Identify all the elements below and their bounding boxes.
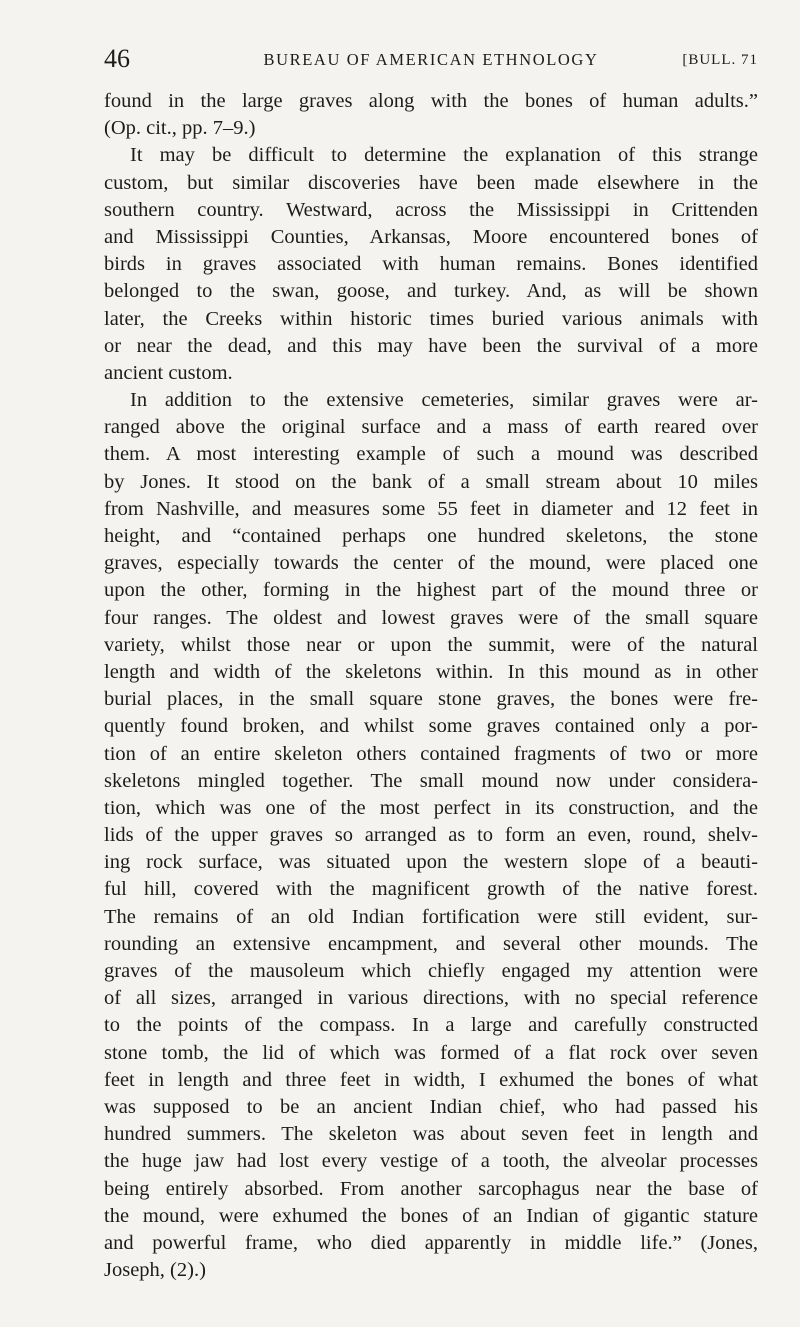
- text-line: ing rock surface, was situated upon the western slope of a beauti-: [104, 851, 758, 874]
- text-line: (Op. cit., pp. 7–9.): [104, 117, 256, 140]
- text-line: ful hill, covered with the magnificent growth of the native forest.: [104, 878, 758, 901]
- text-line: to the points of the compass. In a large and carefully constructed: [104, 1014, 758, 1037]
- text-line: hundred summers. The skeleton was about seven feet in length and: [104, 1123, 758, 1146]
- text-line: Joseph, (2).): [104, 1259, 206, 1282]
- text-line: rounding an extensive encampment, and several other mounds. The: [104, 932, 758, 955]
- text-line: tion of an entire skeleton others contained fragments of two or more: [104, 742, 758, 765]
- text-line: skeletons mingled together. The small mound now under considera-: [104, 769, 758, 792]
- text-line: feet in length and three feet in width, I exhumed the bones of what: [104, 1068, 758, 1091]
- text-line: burial places, in the small square stone graves, the bones were fre-: [104, 688, 758, 711]
- text-line: later, the Creeks within historic times buried various animals with: [104, 307, 758, 330]
- text-line: ancient custom.: [104, 361, 233, 384]
- text-line: In addition to the extensive cemeteries, similar graves were ar-: [130, 389, 758, 412]
- running-head-title: BUREAU OF AMERICAN ETHNOLOGY: [263, 50, 599, 69]
- text-line: of all sizes, arranged in various directions, with no special reference: [104, 987, 758, 1010]
- text-line: height, and “contained perhaps one hundred skeletons, the stone: [104, 525, 758, 547]
- text-line: found in the large graves along with the bones of human adults.”: [104, 90, 758, 112]
- text-line: length and width of the skeletons within. In this mound as in other: [104, 660, 758, 683]
- text-line: southern country. Westward, across the Mississippi in Crittenden: [104, 198, 758, 221]
- text-line: tion, which was one of the most perfect in its construction, and the: [104, 796, 758, 819]
- body-text: [104, 88, 758, 1284]
- text-line: by Jones. It stood on the bank of a small stream about 10 miles: [104, 470, 758, 493]
- text-line: custom, but similar discoveries have been made elsewhere in the: [104, 171, 758, 194]
- text-line: four ranges. The oldest and lowest graves were of the small square: [104, 606, 758, 629]
- text-line: lids of the upper graves so arranged as to form an even, round, shelv-: [104, 824, 758, 847]
- text-line: It may be difficult to determine the explanation of this strange: [130, 144, 758, 167]
- text-line: graves of the mausoleum which chiefly engaged my attention were: [104, 960, 758, 982]
- text-line: variety, whilst those near or upon the summit, were of the natural: [104, 633, 758, 656]
- text-line: the mound, were exhumed the bones of an Indian of gigantic stature: [104, 1204, 758, 1227]
- text-line: and powerful frame, who died apparently in middle life.” (Jones,: [104, 1231, 758, 1254]
- running-head: [104, 44, 758, 74]
- text-line: birds in graves associated with human remains. Bones identified: [104, 253, 758, 276]
- text-line: was supposed to be an ancient Indian chief, who had passed his: [104, 1095, 758, 1118]
- text-line: quently found broken, and whilst some graves contained only a por-: [104, 715, 758, 738]
- bulletin-reference: [BULL. 71: [682, 52, 758, 68]
- text-line: stone tomb, the lid of which was formed of a flat rock over seven: [104, 1041, 758, 1064]
- text-line: and Mississippi Counties, Arkansas, Moore encountered bones of: [104, 225, 758, 248]
- page-number: 46: [104, 44, 130, 73]
- text-line: from Nashville, and measures some 55 feet in diameter and 12 feet in: [104, 497, 758, 520]
- text-line: ranged above the original surface and a mass of earth reared over: [104, 416, 758, 439]
- text-line: them. A most interesting example of such a mound was described: [104, 443, 758, 466]
- text-line: The remains of an old Indian fortification were still evident, sur-: [104, 905, 758, 928]
- text-line: the huge jaw had lost every vestige of a tooth, the alveolar processes: [104, 1150, 758, 1173]
- text-line: graves, especially towards the center of the mound, were placed one: [104, 552, 758, 575]
- text-line: belonged to the swan, goose, and turkey. And, as will be shown: [104, 280, 758, 303]
- text-line: being entirely absorbed. From another sarcophagus near the base of: [104, 1177, 758, 1200]
- text-line: or near the dead, and this may have been the survival of a more: [104, 334, 758, 357]
- text-line: upon the other, forming in the highest part of the mound three or: [104, 579, 758, 602]
